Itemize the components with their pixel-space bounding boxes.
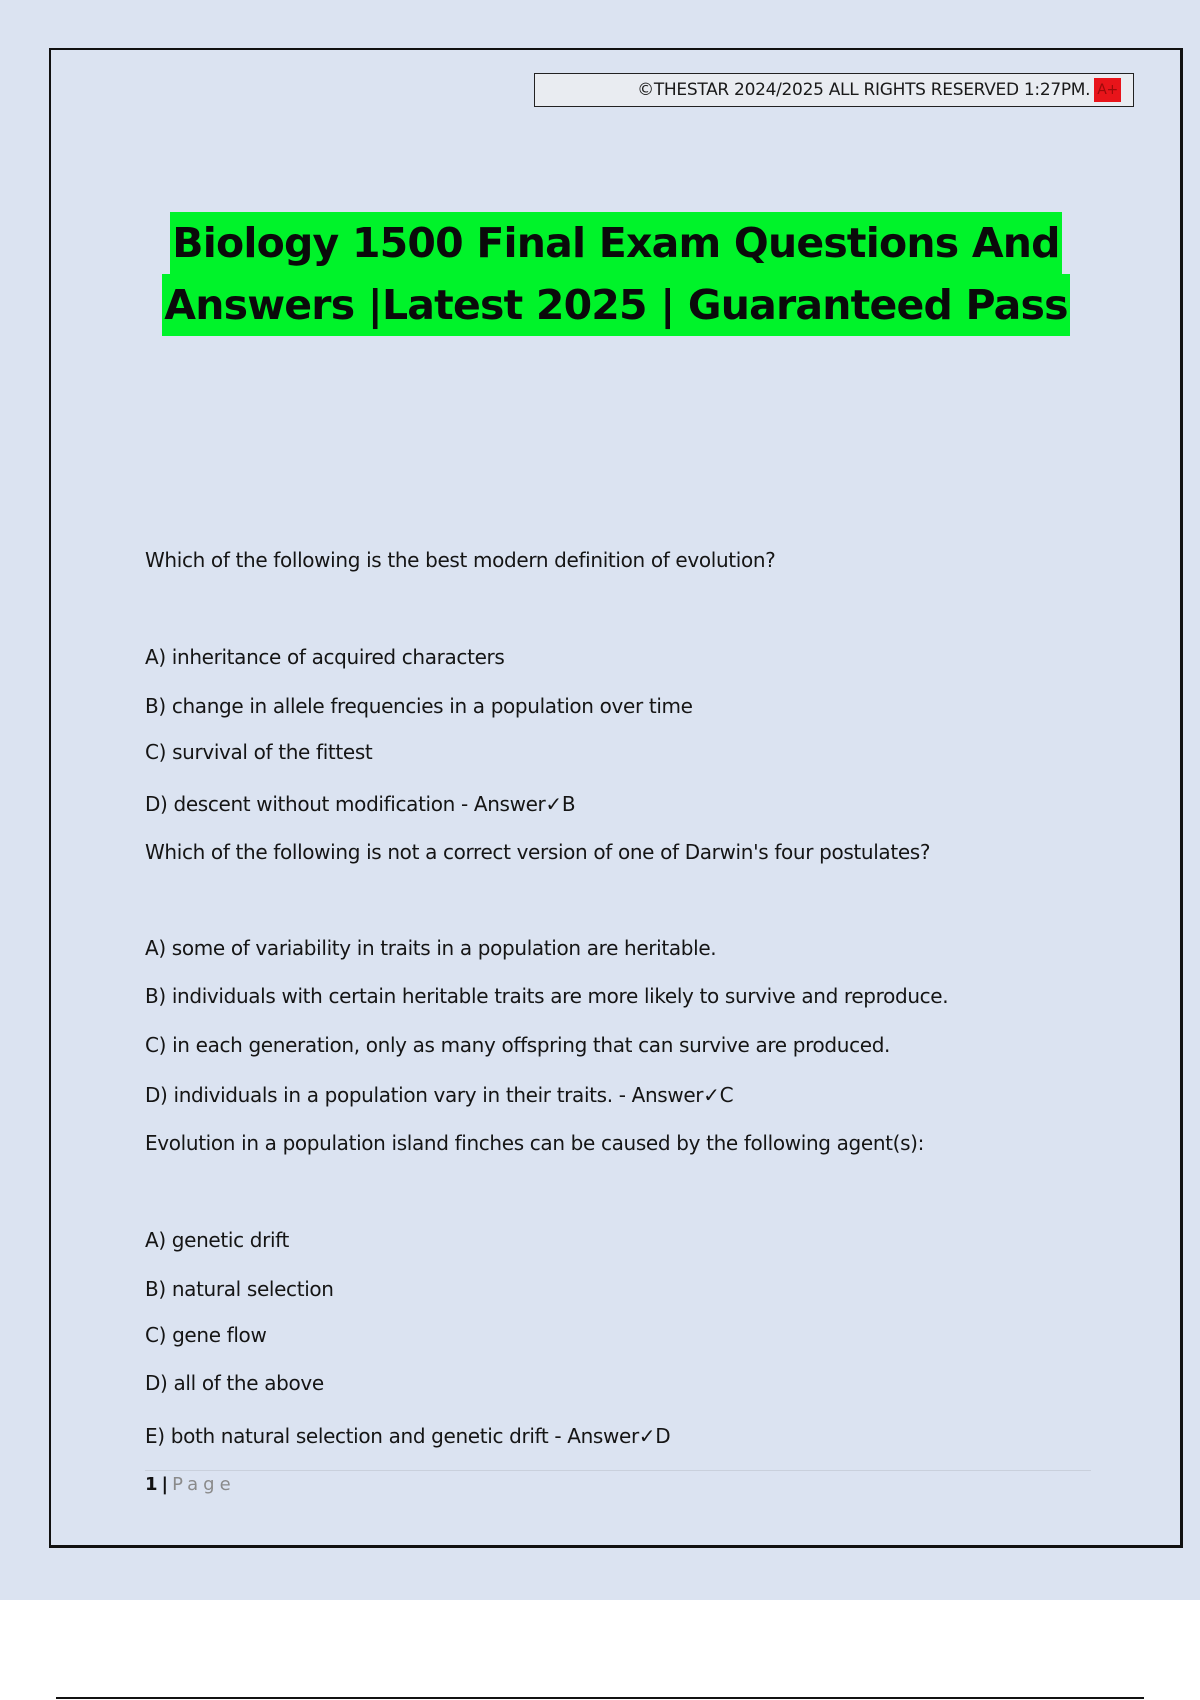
document-title bbox=[0, 212, 1200, 336]
question-2-option-c: C) in each generation, only as many offspring that can survive are produced. bbox=[145, 1033, 891, 1057]
question-1-option-d-answer: D) descent without modification - Answer✓B bbox=[145, 792, 576, 816]
question-3-option-a: A) genetic drift bbox=[145, 1228, 289, 1252]
page-number: 1 bbox=[145, 1474, 158, 1495]
question-1-option-a: A) inheritance of acquired characters bbox=[145, 645, 505, 669]
grade-badge: A+ bbox=[1094, 78, 1121, 102]
question-1: Which of the following is the best modern definition of evolution? bbox=[145, 548, 776, 572]
title-line-1: Biology 1500 Final Exam Questions And bbox=[170, 212, 1061, 274]
question-1-option-b: B) change in allele frequencies in a population over time bbox=[145, 694, 693, 718]
question-3-option-d: D) all of the above bbox=[145, 1371, 324, 1395]
question-2: Which of the following is not a correct version of one of Darwin's four postulates? bbox=[145, 840, 931, 864]
title-line-2: Answers |Latest 2025 | Guaranteed Pass bbox=[162, 274, 1069, 336]
question-3-option-c: C) gene flow bbox=[145, 1323, 267, 1347]
question-2-option-b: B) individuals with certain heritable traits are more likely to survive and reproduce. bbox=[145, 984, 949, 1008]
next-page-top-rule bbox=[56, 1697, 1144, 1699]
question-3-option-e-answer: E) both natural selection and genetic drift - Answer✓D bbox=[145, 1424, 671, 1448]
question-3-option-b: B) natural selection bbox=[145, 1277, 334, 1301]
question-2-option-a: A) some of variability in traits in a population are heritable. bbox=[145, 936, 717, 960]
copyright-header bbox=[534, 73, 1134, 107]
copyright-text: ©THESTAR 2024/2025 ALL RIGHTS RESERVED 1:27PM. bbox=[637, 80, 1091, 100]
page-word: Page bbox=[172, 1474, 236, 1495]
footer-divider bbox=[145, 1470, 1091, 1471]
page-footer bbox=[145, 1474, 236, 1495]
question-1-option-c: C) survival of the fittest bbox=[145, 740, 373, 764]
question-2-option-d-answer: D) individuals in a population vary in their traits. - Answer✓C bbox=[145, 1083, 734, 1107]
question-3: Evolution in a population island finches can be caused by the following agent(s): bbox=[145, 1131, 925, 1155]
page-separator: | bbox=[161, 1474, 169, 1495]
